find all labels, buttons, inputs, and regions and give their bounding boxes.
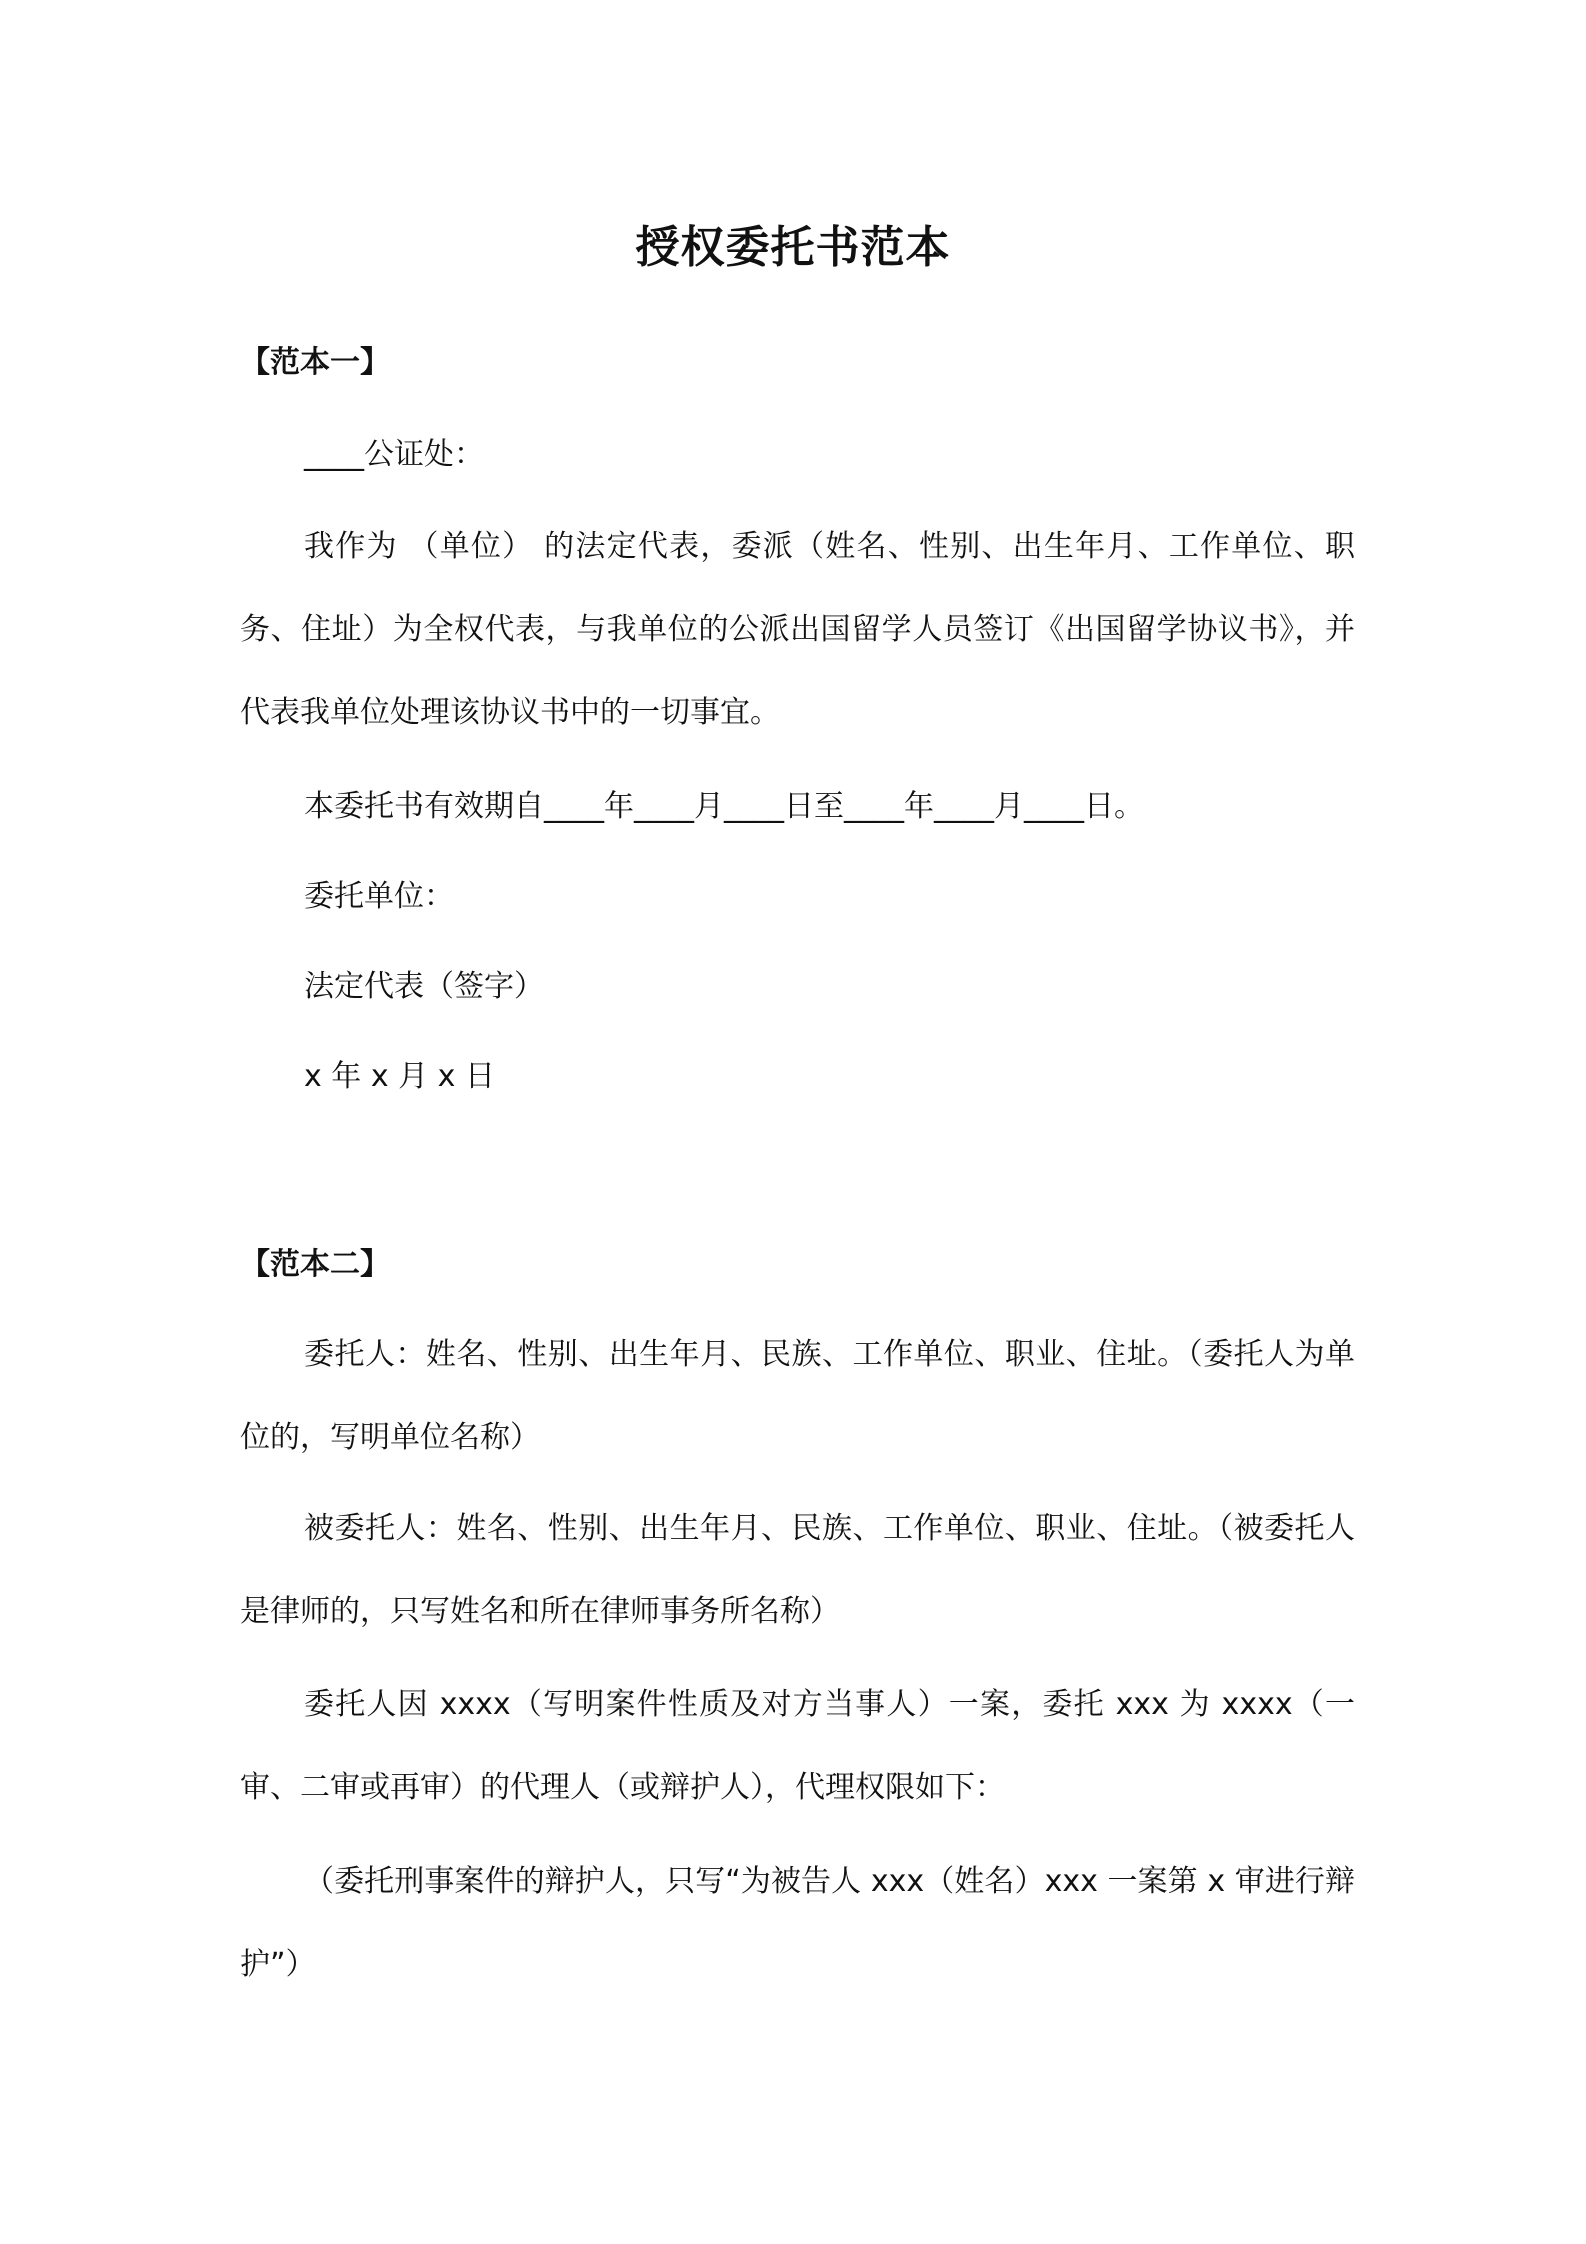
criminal-case-note-paragraph: （委托刑事案件的辩护人，只写“为被告人 xxx（姓名）xxx 一案第 x 审进行辩护”） [240, 1864, 1355, 1982]
addressee-line: ____公证处： [304, 437, 484, 472]
agent-paragraph: 被委托人：姓名、性别、出生年月、民族、工作单位、职业、住址。（被委托人是律师的，只写姓名和所在律师事务所名称） [240, 1511, 1355, 1629]
section-heading-template-1: 【范本一】 [240, 345, 390, 380]
date-line: x 年 x 月 x 日 [304, 1059, 495, 1094]
principal-paragraph: 委托人：姓名、性别、出生年月、民族、工作单位、职业、住址。（委托人为单位的，写明单位名称） [240, 1337, 1355, 1455]
authorization-paragraph: 我作为 （单位） 的法定代表，委派（姓名、性别、出生年月、工作单位、职务、住址）为全权代表，与我单位的公派出国留学人员签订《出国留学协议书》，并代表我单位处理该协议书中的一切事宜。 [240, 529, 1355, 730]
document-title: 授权委托书范本 [635, 222, 951, 273]
validity-period-line: 本委托书有效期自____年____月____日至____年____月____日。 [304, 789, 1144, 824]
legal-representative-signature-line: 法定代表（签字） [304, 969, 544, 1004]
case-paragraph: 委托人因 xxxx（写明案件性质及对方当事人）一案，委托 xxx 为 xxxx（一审、二审或再审）的代理人（或辩护人），代理权限如下： [240, 1687, 1355, 1805]
entrusting-unit-line: 委托单位： [304, 879, 454, 914]
section-heading-template-2: 【范本二】 [240, 1247, 390, 1282]
